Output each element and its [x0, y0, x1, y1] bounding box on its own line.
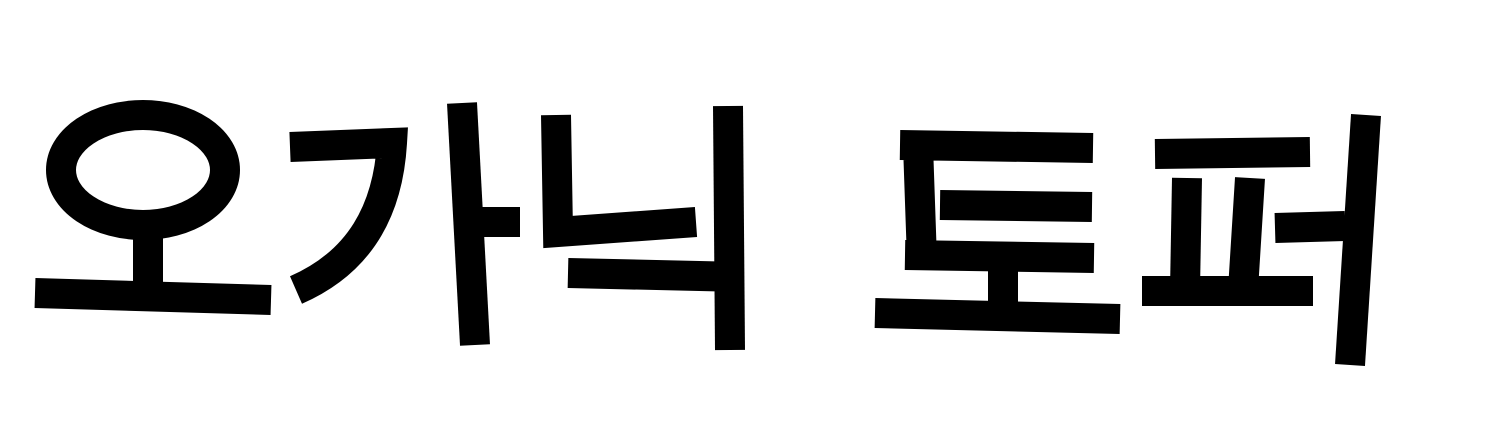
glyph-peo — [1142, 115, 1366, 365]
glyph-o — [35, 115, 271, 300]
glyph-nik-giyeok — [568, 273, 742, 277]
glyph-ga-giyeok — [290, 143, 392, 290]
glyph-ga-stem — [462, 103, 475, 345]
glyph-nik-stem — [728, 106, 730, 350]
glyph-nik-nieun — [556, 115, 696, 232]
glyph-to-base — [875, 313, 1120, 319]
glyph-peo-left-leg — [1185, 178, 1187, 290]
glyph-peo-right-leg — [1243, 178, 1250, 290]
glyph-to-tieut — [900, 145, 1094, 260]
glyph-peo-top — [1155, 152, 1310, 154]
glyph-o-base — [35, 293, 271, 300]
glyph-ga — [290, 103, 520, 345]
glyph-to — [875, 145, 1120, 319]
glyph-o-ring — [61, 115, 225, 225]
glyph-nik — [556, 106, 742, 350]
glyph-peo-stem — [1350, 115, 1366, 365]
glyph-peo-bar — [1275, 226, 1345, 228]
